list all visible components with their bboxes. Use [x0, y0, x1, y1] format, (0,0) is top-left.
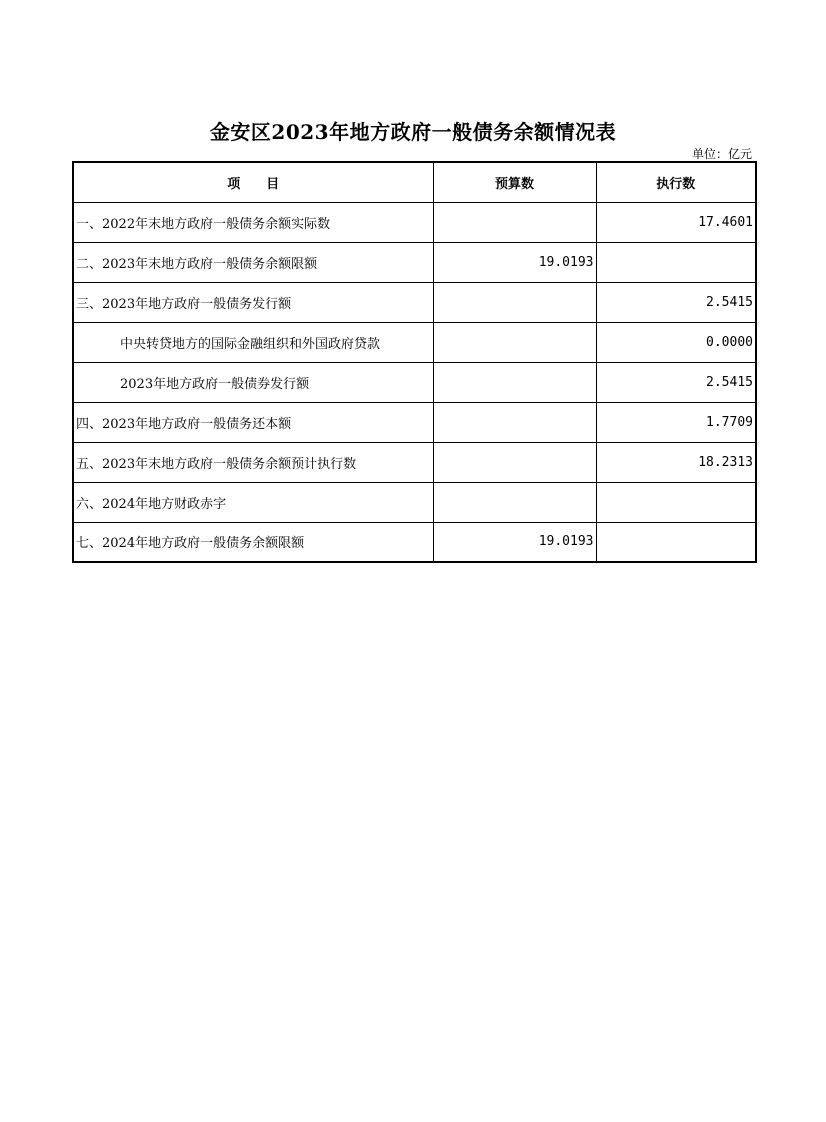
row-item-label: 中央转贷地方的国际金融组织和外国政府贷款	[73, 322, 433, 362]
column-header-actual: 执行数	[596, 162, 756, 202]
row-budget-value: 19.0193	[433, 522, 596, 562]
row-item-label: 六、2024年地方财政赤字	[73, 482, 433, 522]
row-item-label: 五、2023年末地方政府一般债务余额预计执行数	[73, 442, 433, 482]
row-budget-value	[433, 362, 596, 402]
row-actual-value: 0.0000	[596, 322, 756, 362]
table-row	[73, 482, 756, 522]
row-actual-value: 18.2313	[596, 442, 756, 482]
table-row	[73, 242, 756, 282]
table-row	[73, 522, 756, 562]
row-actual-value: 17.4601	[596, 202, 756, 242]
row-actual-value	[596, 482, 756, 522]
column-header-budget: 预算数	[433, 162, 596, 202]
table-header-row	[73, 162, 756, 202]
table-row	[73, 282, 756, 322]
row-actual-value: 2.5415	[596, 282, 756, 322]
row-budget-value: 19.0193	[433, 242, 596, 282]
row-budget-value	[433, 322, 596, 362]
row-budget-value	[433, 402, 596, 442]
table-row	[73, 202, 756, 242]
row-item-label: 三、2023年地方政府一般债务发行额	[73, 282, 433, 322]
row-actual-value	[596, 242, 756, 282]
row-item-label: 2023年地方政府一般债券发行额	[73, 362, 433, 402]
page-title: 金安区2023年地方政府一般债务余额情况表	[209, 120, 617, 144]
row-budget-value	[433, 482, 596, 522]
row-actual-value	[596, 522, 756, 562]
row-item-label: 七、2024年地方政府一般债务余额限额	[73, 522, 433, 562]
table-row	[73, 442, 756, 482]
row-item-label: 四、2023年地方政府一般债务还本额	[73, 402, 433, 442]
row-budget-value	[433, 202, 596, 242]
row-item-label: 一、2022年末地方政府一般债务余额实际数	[73, 202, 433, 242]
table-row	[73, 362, 756, 402]
row-actual-value: 2.5415	[596, 362, 756, 402]
row-actual-value: 1.7709	[596, 402, 756, 442]
table-row	[73, 322, 756, 362]
row-budget-value	[433, 442, 596, 482]
unit-label: 单位：亿元	[691, 147, 752, 161]
row-budget-value	[433, 282, 596, 322]
table-row	[73, 402, 756, 442]
row-item-label: 二、2023年末地方政府一般债务余额限额	[73, 242, 433, 282]
column-header-item: 项 目	[73, 162, 433, 202]
debt-table	[72, 161, 757, 563]
